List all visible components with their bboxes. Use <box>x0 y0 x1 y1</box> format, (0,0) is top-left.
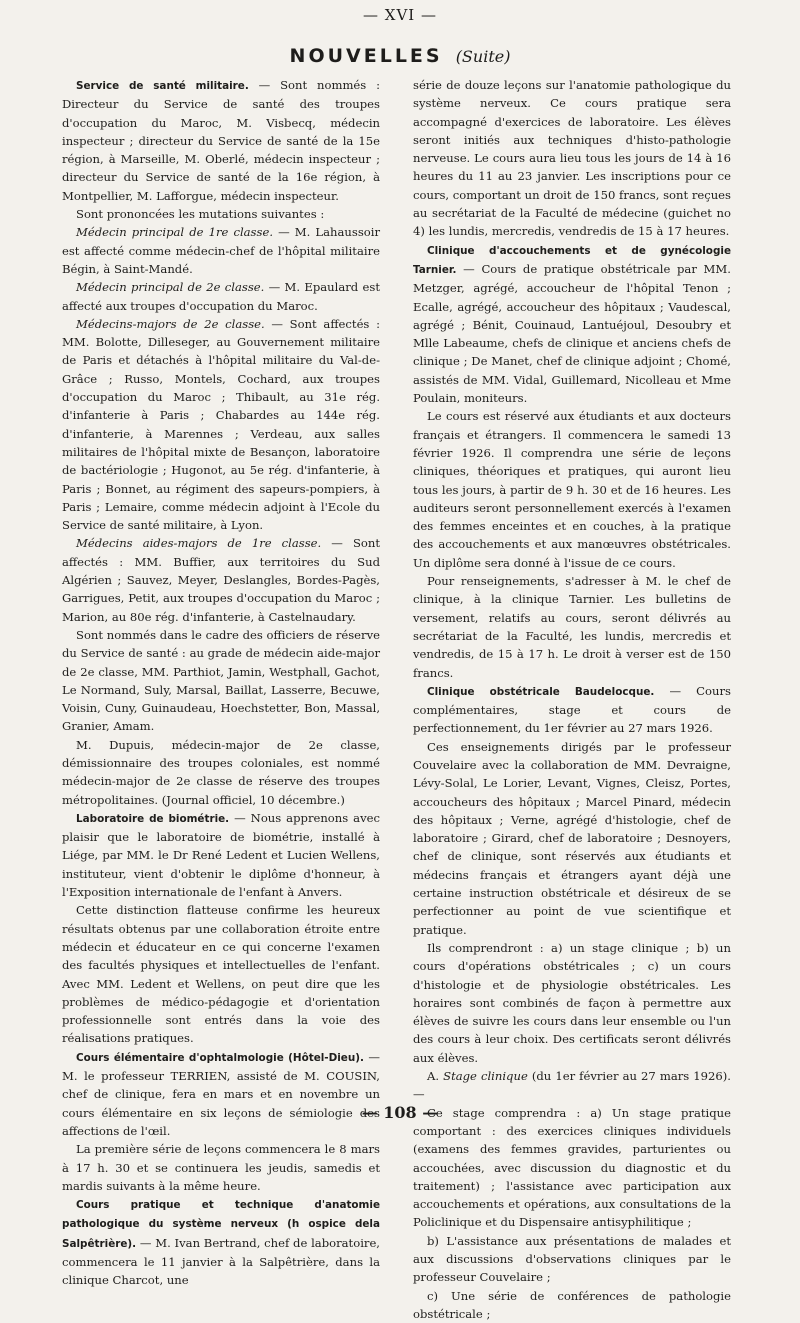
paragraph-text: — Sont affectés : MM. Buffier, aux territoires du Sud Algérien ; Sauvez, Meyer, Deslangles, Bordes-Pagès, Garrigues, Petit, aux troupes d'occupation du Maroc ; Marion, au 80e rég. d'infanterie, à Castelnaudary. <box>62 536 380 624</box>
paragraph <box>62 626 380 736</box>
paragraph <box>413 76 731 241</box>
paragraph-text: Ils comprendront : a) un stage clinique ; b) un cours d'opérations obstétricales ; c) un cours d'histologie et de physiologie obstétricales. Les horaires sont combinés de façon à permettre aux élèves de suivre les cours dans leur ensemble ou l'un des cours à leur choix. Des certificats seront délivrés aux élèves. <box>413 940 731 1065</box>
paragraph-italic-lead: Médecin principal de 1re classe. <box>76 225 274 240</box>
paragraph <box>413 1287 731 1323</box>
paragraph <box>62 1140 380 1195</box>
paragraph <box>62 1048 380 1140</box>
paragraph-heading: Cours pratique et technique d'anatomie pathologique du système nerveux (h ospice dela Salpêtrière). <box>62 1199 380 1250</box>
paragraph-text: M. Dupuis, médecin-major de 2e classe, démissionnaire des troupes coloniales, est nommé médecin-major de 2e classe de réserve des troupes métropolitaines. (Journal officiel, 10 décembre.) <box>62 737 380 807</box>
paragraph-text: Pour renseignements, s'adresser à M. le chef de clinique, à la clinique Tarnier. Les bulletins de versement, relatifs au cours, seront délivrés au secrétariat de la Faculté, les lundis, mercredis et vendredis, de 15 à 17 h. Le droit à verser est de 150 francs. <box>413 574 731 680</box>
paragraph-text: b) L'assistance aux présentations de malades et aux discussions d'observations cliniques par le professeur Couvelaire ; <box>413 1233 731 1285</box>
paragraph-text: série de douze leçons sur l'anatomie pathologique du système nerveux. Ce cours pratique sera accompagné d'exercices de laboratoire. Les élèves seront initiés aux techniques d'histo-pathologie nerveuse. Le cours aura lieu tous les jours de 14 à 16 heures du 11 au 23 janvier. Les inscriptions pour ce cours, comportant un droit de 150 francs, sont reçues au secrétariat de la Faculté de médecine (guichet no 4) les lundis, mercredis, vendredis de 15 à 17 heures. <box>413 78 731 239</box>
paragraph <box>62 901 380 1047</box>
paragraph-heading: Clinique d'accouchements et de gynécologie Tarnier. <box>413 244 731 276</box>
paragraph <box>413 1067 731 1104</box>
paragraph-text: — Cours de pratique obstétricale par MM. Metzger, agrégé, accoucheur de l'hôpital Tenon ; Ecalle, agrégé, accoucheur des hôpitaux ; Vaudescal, agrégé ; Bénit, Couinaud, Lantuéjoul, Desoubry et Mlle Labeaume, chefs de clinique et anciens chefs de clinique ; De Manet, chef de clinique adjoint ; Chomé, assistés de MM. Vidal, Guillemard, Nicolleau et Mme Poulain, moniteurs. <box>413 261 731 406</box>
page-number-footer: — 108 — <box>361 1103 439 1122</box>
paragraph <box>413 939 731 1067</box>
paragraph-heading: Clinique obstétricale Baudelocque. <box>427 685 655 698</box>
paragraph <box>413 407 731 572</box>
paragraph-italic-lead: Stage clinique <box>443 1069 528 1084</box>
paragraph-heading: Service de santé militaire. <box>76 80 249 92</box>
section-title <box>0 45 800 67</box>
paragraph-text: — Nous apprenons avec plaisir que le laboratoire de biométrie, installé à Liége, par MM. le Dr René Ledent et Lucien Wellens, instituteur, vient d'obtenir le diplôme d'honneur, à l'Exposition internationale de l'enfant à Anvers. <box>62 810 380 900</box>
title-suffix: (Suite) <box>455 47 511 66</box>
paragraph-text: — M. Lahaussoir est affecté comme médecin-chef de l'hôpital militaire Bégin, à Saint-Mandé. <box>62 225 380 276</box>
paragraph-text: Sont prononcées les mutations suivantes : <box>76 207 325 222</box>
paragraph <box>413 738 731 939</box>
paragraph <box>413 572 731 682</box>
paragraph <box>62 534 380 625</box>
paragraph-text: La première série de leçons commencera le 8 mars à 17 h. 30 et se continuera les jeudis, samedis et mardis suivants à la même heure. <box>62 1142 380 1193</box>
title-main: NOUVELLES <box>289 45 443 67</box>
paragraph-text: — M. Ivan Bertrand, chef de laboratoire, commencera le 11 janvier à la Salpêtrière, dans la clinique Charcot, une <box>62 1235 380 1288</box>
paragraph <box>413 1232 731 1287</box>
paragraph-text: — Sont affectés : MM. Bolotte, Dilleseger, au Gouvernement militaire de Paris et détachés à l'hôpital militaire du Val-de-Grâce ; Russo, Montels, Cochard, aux troupes d'occupation du Maroc ; Thibault, au 31e rég. d'infanterie à Paris ; Chabardes au 144e rég. d'infanterie, à Marennes ; Verdeau, aux salles militaires de l'hôpital mixte de Besançon, laboratoire de bactériologie ; Hugonot, au 5e rég. d'infanterie, à Paris ; Bonnet, au régiment des sapeurs-pompiers, à Paris ; Lemaire, comme médecin adjoint à l'Ecole du Service de santé militaire, à Lyon. <box>62 316 380 533</box>
paragraph <box>62 278 380 315</box>
paragraph <box>413 241 731 408</box>
paragraph-text: Ces enseignements dirigés par le professeur Couvelaire avec la collaboration de MM. Devraigne, Lévy-Solal, Le Lorier, Levant, Vignes, Cleisz, Portes, accoucheurs des hôpitaux ; Marcel Pinard, médecin des hôpitaux ; Verne, agrégé d'histologie, chef de laboratoire ; Girard, chef de laboratoire ; Desnoyers, chef de clinique, sont réservés aux étudiants et médecins français et étrangers ayant déjà une certaine instruction obstétricale et désireux de se perfectionner au point de vue scientifique et pratique. <box>413 739 731 937</box>
paragraph <box>62 736 380 809</box>
paragraph-text: Sont nommés dans le cadre des officiers de réserve du Service de santé : au grade de médecin aide-major de 2e classe, MM. Parthiot, Jamin, Westphall, Gachot, Le Normand, Suly, Marsal, Baillat, Lasserre, Becuwe, Voisin, Cuny, Guinaudeau, Hoechstetter, Bon, Massal, Granier, Amam. <box>62 627 380 734</box>
paragraph-text: — Cours complémentaires, stage et cours de perfectionnement, du 1er février au 27 mars 1926. <box>413 683 731 736</box>
paragraph-heading: Laboratoire de biométrie. <box>76 812 230 825</box>
paragraph <box>62 1195 380 1289</box>
paragraph-text: — M. le professeur TERRIEN, assisté de M. COUSIN, chef de clinique, fera en mars et en novembre un cours élémentaire en six leçons de sémiologie des affections de l'œil. <box>62 1049 380 1138</box>
paragraph-italic-lead: Médecins-majors de 2e classe. <box>76 316 265 331</box>
paragraph-text: Ce stage comprendra : a) Un stage pratique comportant : des exercices cliniques individuels (examens des femmes gravides, parturientes ou accouchées, avec discussion du diagnostic et du traitement) ; l'assistance avec participation aux accouchements et opérations, aux consultations de la Policlinique et du Dispensaire antisyphilitique ; <box>413 1105 731 1230</box>
paragraph-text: A. <box>427 1069 444 1084</box>
paragraph-text: Le cours est réservé aux étudiants et aux docteurs français et étrangers. Il commencera le samedi 13 février 1926. Il comprendra une série de leçons cliniques, théoriques et pratiques, qui auront lieu tous les jours, à partir de 9 h. 30 et de 16 heures. Les auditeurs seront personnellement exercés à l'examen des femmes enceintes et en couches, à la pratique des accouchements et aux manœuvres obstétricales. Un diplôme sera donné à l'issue de ce cours. <box>413 409 731 570</box>
paragraph <box>62 223 380 278</box>
paragraph <box>413 682 731 738</box>
paragraph-text: c) Une série de conférences de pathologie obstétricale ; <box>413 1288 731 1321</box>
paragraph <box>62 205 380 223</box>
paragraph <box>413 1104 731 1232</box>
paragraph-text: — M. Epaulard est affecté aux troupes d'occupation du Maroc. <box>62 280 380 313</box>
paragraph-italic-lead: Médecin principal de 2e classe. <box>76 280 265 295</box>
paragraph <box>62 809 380 901</box>
paragraph <box>62 315 380 535</box>
paragraph <box>62 76 380 205</box>
paragraph-italic-lead: Médecins aides-majors de 1re classe. <box>76 536 322 551</box>
paragraph-text: Cette distinction flatteuse confirme les heureux résultats obtenus par une collaboration étroite entre médecin et éducateur en ce qui concerne l'examen des facultés physiques et intellectuelles de l'enfant. Avec MM. Ledent et Wellens, on peut dire que les problèmes de médico-pédagogie et d'orientation professionnelle sont entrés dans la voie des réalisations pratiques. <box>62 903 380 1046</box>
paragraph-text-tail: (du 1er février au 27 mars 1926). — <box>413 1069 731 1102</box>
page-number-roman: — XVI — <box>363 6 437 24</box>
paragraph-heading: Cours élémentaire d'ophtalmologie (Hôtel-Dieu). <box>76 1051 364 1064</box>
paragraph-text: — Sont nommés : Directeur du Service de santé des troupes d'occupation du Maroc, M. Visbecq, médecin inspecteur ; directeur du Service de santé de la 15e région, à Marseille, M. Oberlé, médecin inspecteur ; directeur du Service de santé de la 16e région, à Montpellier, M. Lafforgue, médecin inspecteur. <box>62 78 380 203</box>
right-column <box>413 76 731 1323</box>
